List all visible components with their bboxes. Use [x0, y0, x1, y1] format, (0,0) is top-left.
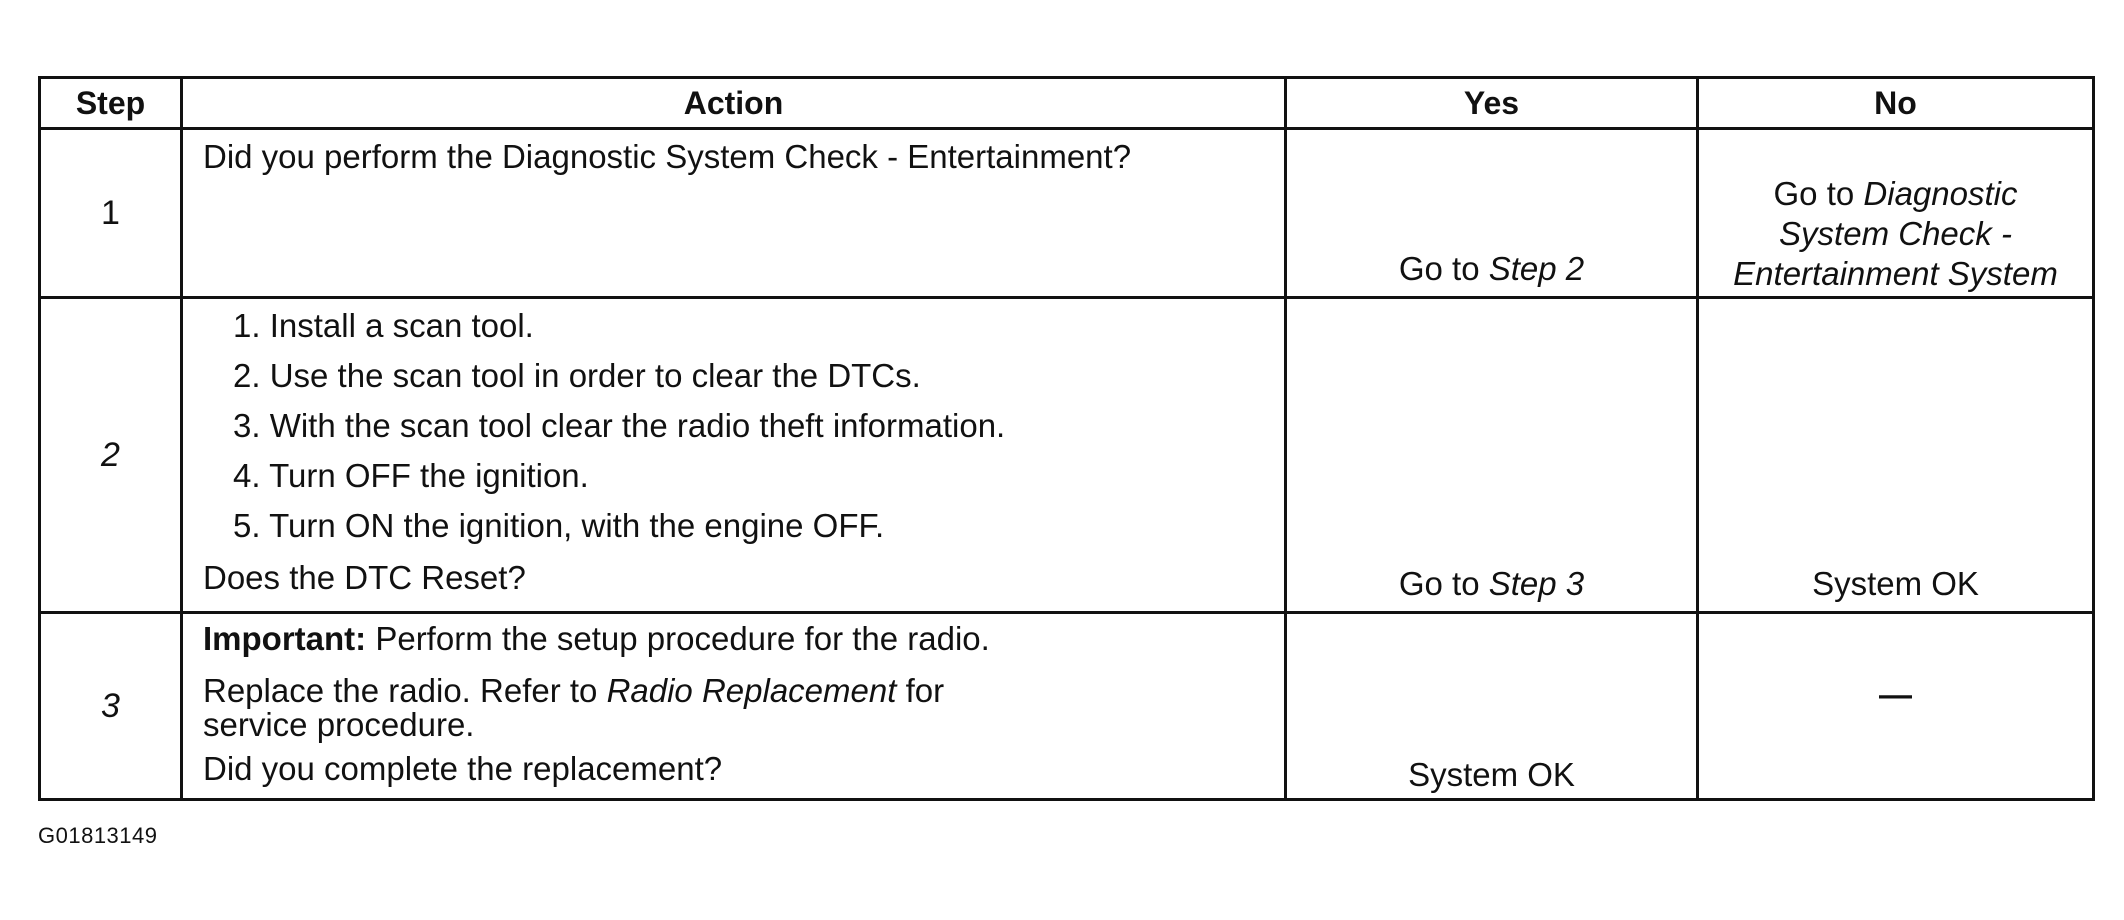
step-number: 3: [101, 686, 120, 725]
yes-cell: [1286, 129, 1698, 298]
list-item: 3. With the scan tool clear the radio theft information.: [233, 407, 1006, 444]
no-text: —: [1879, 676, 1912, 713]
table-row: [40, 613, 2094, 800]
yes-cell: [1286, 298, 1698, 613]
list-item: 5. Turn ON the ignition, with the engine OFF.: [233, 507, 885, 544]
header-action: Action: [182, 78, 1286, 129]
yes-text: System OK: [1408, 756, 1575, 793]
yes-text: Go to Step 2: [1398, 250, 1585, 287]
replace-text: Replace the radio. Refer to Radio Replacement for: [203, 672, 945, 709]
header-step: Step: [40, 78, 182, 129]
question-text: Did you complete the replacement?: [203, 750, 723, 787]
yes-cell: [1286, 613, 1698, 800]
yes-text: Go to Step 3: [1398, 565, 1585, 602]
table-row: [40, 129, 2094, 298]
no-cell: [1698, 613, 2094, 800]
list-item: 4. Turn OFF the ignition.: [233, 457, 589, 494]
list-item: 1. Install a scan tool.: [233, 307, 534, 344]
header-no: No: [1698, 78, 2094, 129]
question-text: Does the DTC Reset?: [203, 559, 526, 596]
action-cell: [182, 129, 1286, 298]
diagnostic-table: [38, 76, 2095, 801]
no-text: Go to Diagnostic System Check - Entertainment System: [1733, 175, 2058, 292]
figure-id: G01813149: [38, 823, 158, 848]
step-cell: [40, 613, 182, 800]
action-cell: [182, 298, 1286, 613]
no-cell: [1698, 129, 2094, 298]
action-text: Did you perform the Diagnostic System Check - Entertainment?: [203, 138, 1132, 175]
step-number: 2: [101, 435, 120, 474]
replace-text-line2: service procedure.: [203, 706, 475, 743]
table-row: [40, 298, 2094, 613]
header-yes: Yes: [1286, 78, 1698, 129]
no-cell: [1698, 298, 2094, 613]
no-text: System OK: [1812, 565, 1979, 602]
step-cell: [40, 298, 182, 613]
header-row: [40, 78, 2094, 129]
step-number: 1: [101, 193, 120, 232]
list-item: 2. Use the scan tool in order to clear the DTCs.: [233, 357, 921, 394]
action-cell: [182, 613, 1286, 800]
important-note: Important: Perform the setup procedure for the radio.: [203, 620, 990, 657]
step-cell: [40, 129, 182, 298]
